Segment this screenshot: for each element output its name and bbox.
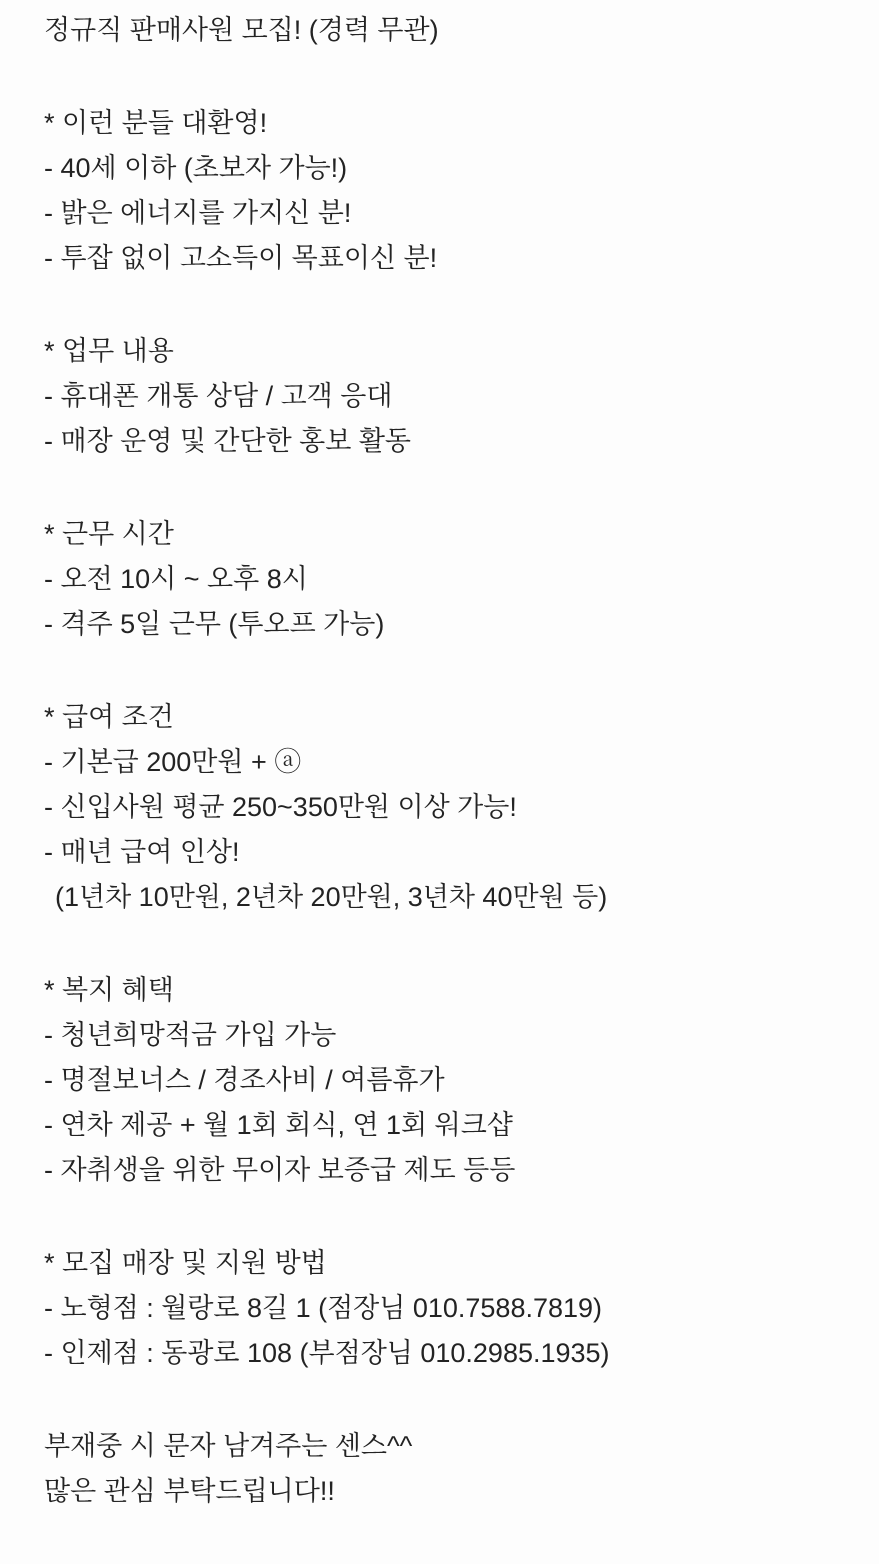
list-item-sub-note: (1년차 10만원, 2년차 20만원, 3년차 40만원 등) — [55, 882, 608, 912]
list-item: - 오전 10시 ~ 오후 8시 — [44, 564, 308, 594]
section-salary — [44, 695, 859, 920]
section-heading: * 업무 내용 — [44, 336, 174, 366]
section-heading: * 근무 시간 — [44, 519, 174, 549]
closing-line: 많은 관심 부탁드립니다!! — [44, 1476, 335, 1506]
list-item-store-nohyeong: - 노형점 : 월랑로 8길 1 (점장님 010.7588.7819) — [44, 1293, 603, 1323]
list-item: - 자취생을 위한 무이자 보증급 제도 등등 — [44, 1155, 516, 1185]
closing-line: 부재중 시 문자 남겨주는 센스^^ — [44, 1431, 413, 1461]
list-item: - 투잡 없이 고소득이 목표이신 분! — [44, 243, 438, 273]
section-locations-apply — [44, 1241, 859, 1376]
section-benefits — [44, 968, 859, 1193]
list-item: - 휴대폰 개통 상담 / 고객 응대 — [44, 381, 393, 411]
list-item: - 매장 운영 및 간단한 홍보 활동 — [44, 426, 411, 456]
list-item: - 신입사원 평균 250~350만원 이상 가능! — [44, 792, 517, 822]
section-heading: * 모집 매장 및 지원 방법 — [44, 1248, 327, 1278]
section-heading: * 복지 혜택 — [44, 975, 174, 1005]
list-item: - 격주 5일 근무 (투오프 가능) — [44, 609, 385, 639]
page-title: 정규직 판매사원 모집! (경력 무관) — [44, 15, 439, 45]
section-work-hours — [44, 512, 859, 647]
list-item-store-inje: - 인제점 : 동광로 108 (부점장님 010.2985.1935) — [44, 1338, 610, 1368]
list-item: - 매년 급여 인상! — [44, 837, 240, 867]
section-job-description — [44, 329, 859, 464]
list-item: - 기본급 200만원 + ⓐ — [44, 747, 302, 777]
list-item: - 청년희망적금 가입 가능 — [44, 1020, 337, 1050]
list-item: - 40세 이하 (초보자 가능!) — [44, 153, 348, 183]
closing-remarks — [44, 1424, 859, 1514]
section-heading: * 급여 조건 — [44, 702, 174, 732]
section-heading: * 이런 분들 대환영! — [44, 108, 268, 138]
list-item: - 연차 제공 + 월 1회 회식, 연 1회 워크샵 — [44, 1110, 513, 1140]
list-item: - 밝은 에너지를 가지신 분! — [44, 198, 352, 228]
section-welcome — [44, 101, 859, 281]
list-item: - 명절보너스 / 경조사비 / 여름휴가 — [44, 1065, 445, 1095]
